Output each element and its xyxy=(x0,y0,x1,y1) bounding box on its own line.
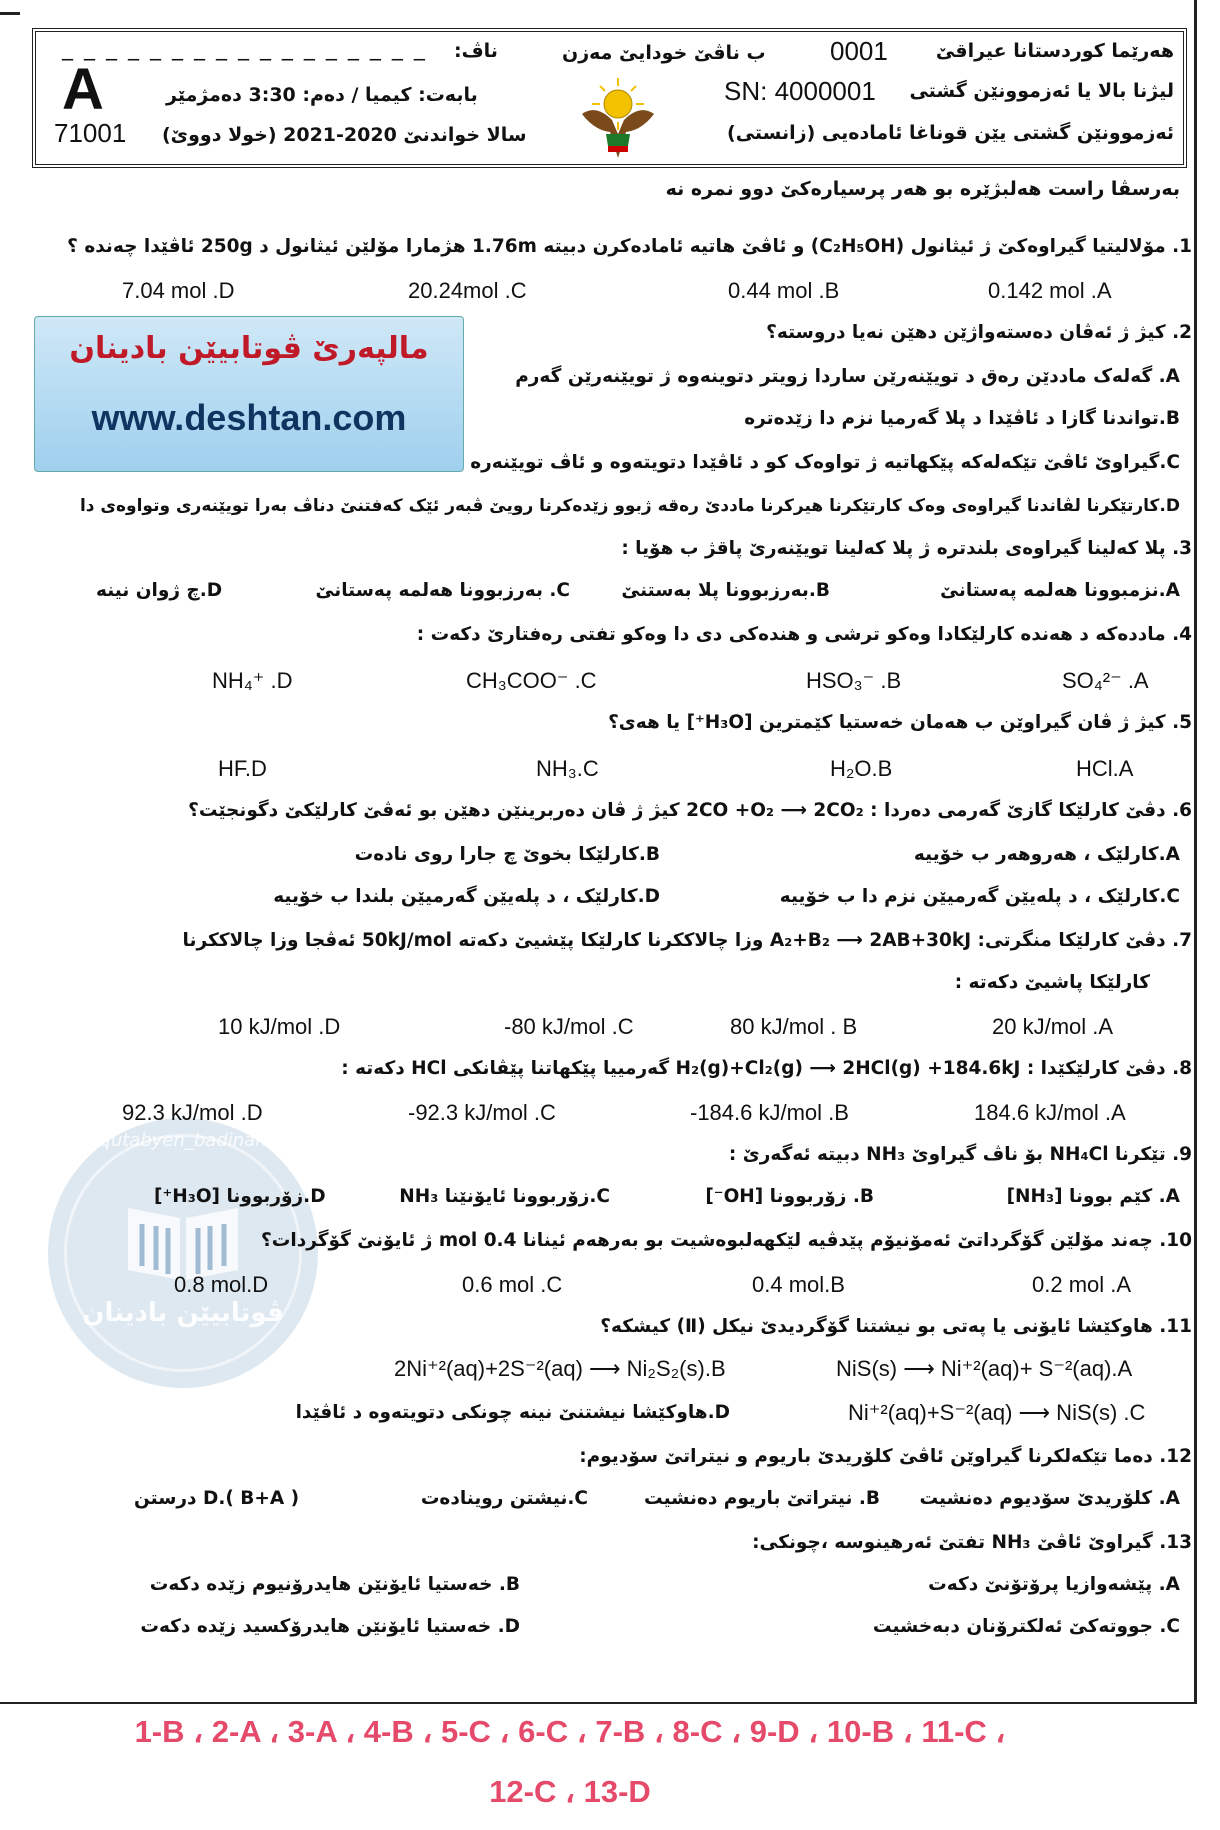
q6-option-a[interactable]: A.کارلێک ، هەروهەر ب خۆییە xyxy=(913,844,1180,865)
q12-option-a[interactable]: A. کلۆریدێ سۆدیوم دەنشیت xyxy=(919,1488,1180,1509)
name-label: ناڤ: xyxy=(454,40,498,62)
q2-option-c[interactable]: C.گیراوێ ئاڤێ تێکەلەکە پێکهاتیە ژ تواوەک کو د ئاڤێدا دتویتەوە و ئاڤ تویێنەرە xyxy=(470,452,1180,473)
website-banner[interactable] xyxy=(34,316,464,472)
question-stem: دەما تێکەلکرنا گیراوێن ئاڤێ کلۆریدێ باریوم و نیتراتێ سۆدیوم: xyxy=(579,1446,1153,1467)
q9-option-d[interactable]: D.زۆربوونا [H₃O⁺] xyxy=(154,1186,326,1207)
exam-title: ئەزموونێن گشتی یێن قوناغا ئامادەیی (زانستی) xyxy=(727,122,1174,144)
q6-option-d[interactable]: D.کارلێک ، د پلەیێن گەرمیێن بلندا ب خۆییە xyxy=(273,886,660,907)
q10-option-b[interactable]: 0.4 mol.B xyxy=(752,1272,845,1297)
q7-option-c[interactable]: -80 kJ/mol .C xyxy=(504,1014,634,1039)
q4-option-b[interactable]: HSO₃⁻ .B xyxy=(806,668,902,693)
name-blank: _ _ _ _ _ _ _ _ _ _ _ _ _ _ _ _ _ xyxy=(62,36,427,61)
question-12 xyxy=(579,1446,1192,1467)
question-10 xyxy=(261,1230,1192,1251)
question-8 xyxy=(341,1058,1192,1079)
question-number: 12. xyxy=(1152,1446,1192,1467)
q13-option-b[interactable]: B. خەستیا ئایۆنێن هایدرۆنیوم زێدە دکەت xyxy=(149,1574,520,1595)
website-title: مالپەرێ ڤوتابیێن بادینان xyxy=(69,331,429,366)
question-number: 1. xyxy=(1165,236,1192,257)
serial-number: SN: 4000001 xyxy=(724,76,876,106)
answer-key-line-1: 1-B ، 2-A ، 3-A ، 4-B ، 5-C ، 6-C ، 7-B ، 8-C ، 9-D ، 10-B ، 11-C ، xyxy=(134,1714,1006,1749)
q8-option-b[interactable]: -184.6 kJ/mol .B xyxy=(690,1100,849,1125)
q11-option-c[interactable]: Ni⁺²(aq)+S⁻²(aq) ⟶ NiS(s) .C xyxy=(848,1400,1146,1425)
q10-option-a[interactable]: 0.2 mol .A xyxy=(1032,1272,1132,1297)
form-letter: A xyxy=(62,57,104,122)
question-4 xyxy=(417,624,1192,645)
question-stem: دڤێ کارلێکا منگرتی: A₂+B₂ ⟶ 2AB+30kJ وزا چالاککرنا کارلێکا پێشیێ دکەتە 50kJ/mol ئەڤجا وزا چالاککرنا xyxy=(182,930,1166,951)
q13-option-a[interactable]: A. پێشەوازیا پرۆتۆنێ دکەت xyxy=(928,1574,1180,1595)
question-stem: ماددەکە د هەندە کارلێکادا وەکو ترشی و هندەکی دی دا وەکو تفتی رەفتارێ دکەت : xyxy=(416,624,1166,645)
q3-option-b[interactable]: B.بەرزبوونا پلا بەستنێ xyxy=(621,580,830,601)
form-code: 71001 xyxy=(54,118,127,148)
question-stem: کیژ ژ ئەڤان دەستەواژێن دهێن نەیا دروستە؟ xyxy=(766,322,1166,343)
question-number: 8. xyxy=(1165,1058,1192,1079)
question-1 xyxy=(67,236,1192,257)
q9-option-a[interactable]: A. کێم بوونا [NH₃] xyxy=(1006,1186,1180,1207)
question-2 xyxy=(766,322,1192,343)
q11-option-b[interactable]: 2Ni⁺²(aq)+2S⁻²(aq) ⟶ Ni₂S₂(s).B xyxy=(394,1356,726,1381)
ministry-label: لیژنا بالا یا ئەزموونێن گشتی xyxy=(909,80,1174,102)
q7-option-b[interactable]: 80 kJ/mol . B xyxy=(730,1014,858,1039)
watermark-label: ڤوتابیێن بادینان xyxy=(82,1298,284,1328)
question-number: 4. xyxy=(1165,624,1192,645)
question-number: 10. xyxy=(1152,1230,1192,1251)
answer-key-line-2: 12-C ، 13-D xyxy=(489,1774,651,1809)
q8-option-a[interactable]: 184.6 kJ/mol .A xyxy=(974,1100,1126,1125)
q5-option-d[interactable]: HF.D xyxy=(218,756,267,781)
q13-option-d[interactable]: D. خەستیا ئایۆنێن هایدرۆکسید زێدە دکەت xyxy=(140,1616,520,1637)
q7-option-d[interactable]: 10 kJ/mol .D xyxy=(218,1014,341,1039)
question-9 xyxy=(729,1144,1192,1165)
q7-option-a[interactable]: 20 kJ/mol .A xyxy=(992,1014,1114,1039)
paper-code: 0001 xyxy=(830,36,888,66)
question-stem: تێکرنا NH₄Cl بۆ ناڤ گیراوێ NH₃ دبیتە ئەگەرێ : xyxy=(728,1144,1166,1165)
q12-option-d[interactable]: D.( B+A ) درستن xyxy=(134,1488,300,1509)
question-number: 9. xyxy=(1165,1144,1192,1165)
q2-option-a[interactable]: A. گەلەک ماددێن رەق د تویێنەرێن ساردا زویتر دتوینەوە ژ تویێنەرێن گەرم xyxy=(515,366,1180,387)
question-stem: دڤێ کارلێکا گازێ گەرمی دەردا : 2CO +O₂ ⟶ 2CO₂ کیژ ژ ڤان دەربرینێن دهێن بو ئەڤێ کارلێکێ دگونجێت؟ xyxy=(188,800,1166,821)
kurdistan-emblem-icon xyxy=(578,74,658,166)
q5-option-a[interactable]: HCl.A xyxy=(1076,756,1134,781)
q4-option-d[interactable]: NH₄⁺ .D xyxy=(212,668,293,693)
question-7 xyxy=(183,930,1192,951)
q11-option-a[interactable]: NiS(s) ⟶ Ni⁺²(aq)+ S⁻²(aq).A xyxy=(836,1356,1133,1381)
question-number: 13. xyxy=(1152,1532,1192,1553)
q13-option-c[interactable]: C. جووتەکێ ئەلکترۆنان دبەخشیت xyxy=(872,1616,1180,1637)
question-number: 5. xyxy=(1165,712,1192,733)
q6-option-c[interactable]: C.کارلێک ، د پلەیێن گەرمیێن نزم دا ب خۆییە xyxy=(779,886,1180,907)
q5-option-c[interactable]: NH₃.C xyxy=(536,756,599,781)
question-stem: هاوکێشا ئایۆنی یا پەتی بو نیشتنا گۆگردیدێ نیکل (Ⅱ) کیشکە؟ xyxy=(600,1316,1153,1337)
question-stem: مۆلالیتیا گیراوەکێ ژ ئیثانول (C₂H₅OH) و ئاڤێ هاتیە ئامادەکرن دبیتە 1.76m هژمارا مۆلێن ئیثانول د 250g ئاڤێدا چەندە ؟ xyxy=(67,236,1166,257)
q3-option-c[interactable]: C. بەرزبوونا هەلمە پەستانێ xyxy=(315,580,570,601)
q4-option-a[interactable]: SO₄²⁻ .A xyxy=(1062,668,1149,693)
q1-option-b[interactable]: 0.44 mol .B xyxy=(728,278,840,303)
question-number: 2. xyxy=(1165,322,1192,343)
question-13 xyxy=(752,1532,1192,1553)
qutabyen-watermark xyxy=(48,1118,318,1388)
instruction-text: بەرسڤا راست هەلبژێرە بو هەر پرسیارەکێ دوو نمرە نە xyxy=(665,178,1180,200)
watermark-arc-text: qutabyen_badinan xyxy=(99,1130,267,1151)
q12-option-c[interactable]: C.نیشتن روینادەت xyxy=(420,1488,588,1509)
q9-option-b[interactable]: B. زۆربوونا [OH⁻] xyxy=(705,1186,874,1207)
q9-option-c[interactable]: C.زۆربوونا ئایۆنێنا NH₃ xyxy=(399,1186,610,1207)
q8-option-d[interactable]: 92.3 kJ/mol .D xyxy=(122,1100,263,1125)
question-number: 6. xyxy=(1165,800,1192,821)
question-stem: کیژ ژ ڤان گیراوێن ب هەمان خەستیا کێمترین [H₃O⁺] یا هەی؟ xyxy=(608,712,1166,733)
q10-option-c[interactable]: 0.6 mol .C xyxy=(462,1272,563,1297)
q3-option-d[interactable]: D.چ ژوان نینە xyxy=(96,580,223,601)
q1-option-c[interactable]: 20.24mol .C xyxy=(408,278,527,303)
question-5 xyxy=(608,712,1192,733)
question-number: 11. xyxy=(1152,1316,1192,1337)
q6-option-b[interactable]: B.کارلێکا بخوێ چ جارا روی نادەت xyxy=(354,844,660,865)
question-stem: گیراوێ ئاڤێ NH₃ تفتێ ئەرهینوسە ،چونکی: xyxy=(752,1532,1153,1553)
year-label: سالا خواندنێ 2020-2021 (خولا دووێ) xyxy=(162,124,527,146)
bismillah-text: ب ناڤێ خودایێ مەزن xyxy=(562,42,766,64)
region-label: هەرێما کوردستانا عیراقێ xyxy=(935,40,1174,62)
q10-option-d[interactable]: 0.8 mol.D xyxy=(174,1272,269,1297)
subject-label: بابەت: کیمیا / دەم: 3:30 دەمژمێر xyxy=(166,84,478,106)
q2-option-d[interactable]: D.کارتێکرنا لڤاندنا گیراوەی وەک کارتێکرنا هیرکرنا ماددێ رەقە ژبوو زێدەکرنا رویێ ڤبەر ئێک کەفتنێ دناڤ بەرا تویێنەری وتواوەی دا xyxy=(79,496,1180,516)
question-7-continuation: کارلێکا پاشیێ دکەتە : xyxy=(954,972,1150,993)
top-rule xyxy=(0,12,20,15)
question-6 xyxy=(188,800,1192,821)
question-stem: چەند مۆلێن گۆگرداتێ ئەمۆنیۆم پێدڤیە لێکهەلبوەشیت بو بەرهەم ئینانا 0.4 mol ژ ئایۆنێ گۆگردات؟ xyxy=(261,1230,1153,1251)
question-3 xyxy=(621,538,1192,559)
question-stem: پلا کەلینا گیراوەی بلندترە ژ پلا کەلینا تویێنەرێ پاقژ ب هۆیا : xyxy=(621,538,1166,559)
website-url[interactable]: www.deshtan.com xyxy=(91,397,407,438)
q11-option-d[interactable]: D.هاوکێشا نیشتنێ نینە چونکی دتویتەوە د ئاڤێدا xyxy=(295,1402,730,1423)
q8-option-c[interactable]: -92.3 kJ/mol .C xyxy=(408,1100,556,1125)
question-number: 7. xyxy=(1165,930,1192,951)
q2-option-b[interactable]: B.تواندنا گازا د ئاڤێدا د پلا گەرمیا نزم دا زێدەترە xyxy=(744,408,1180,429)
q3-option-a[interactable]: A.نزمبوونا هەلمە پەستانێ xyxy=(940,580,1180,601)
q1-option-d[interactable]: 7.04 mol .D xyxy=(122,278,235,303)
question-11 xyxy=(600,1316,1192,1337)
question-stem: دڤێ کارلێکێدا : H₂(g)+Cl₂(g) ⟶ 2HCl(g) +184.6kJ گەرمییا پێکهاتنا پێڤانکی HCl دکەتە : xyxy=(341,1058,1166,1079)
q12-option-b[interactable]: B. نیتراتێ باریوم دەنشیت xyxy=(644,1488,880,1509)
q4-option-c[interactable]: CH₃COO⁻ .C xyxy=(466,668,597,693)
q5-option-b[interactable]: H₂O.B xyxy=(830,756,893,781)
q1-option-a[interactable]: 0.142 mol .A xyxy=(988,278,1112,303)
question-number: 3. xyxy=(1165,538,1192,559)
